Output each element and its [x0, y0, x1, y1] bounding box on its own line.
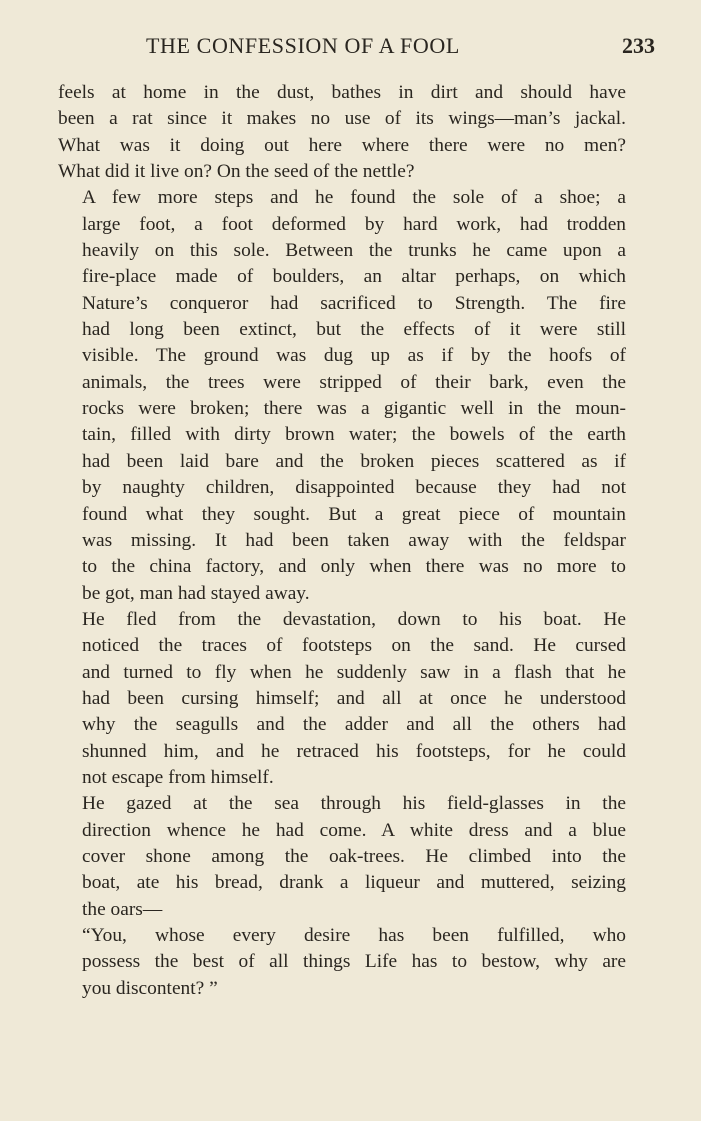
paragraph — [58, 185, 626, 607]
text-line: “You, whose every desire has been fulfilled, who — [82, 925, 626, 946]
text-line: heavily on this sole. Between the trunks he came upon a — [82, 240, 626, 262]
text-line: What did it live on? On the seed of the nettle? — [58, 161, 415, 183]
text-line: visible. The ground was dug up as if by the hoofs of — [82, 345, 626, 367]
text-line: you discontent? ” — [82, 977, 218, 999]
text-line: shunned him, and he retraced his footsteps, for he could — [82, 740, 626, 762]
text-line: possess the best of all things Life has to bestow, why are — [82, 951, 626, 973]
text-line: He gazed at the sea through his field-glasses in the — [82, 793, 626, 815]
text-line: He fled from the devastation, down to his boat. He — [82, 608, 626, 630]
text-line: cover shone among the oak-trees. He climbed into the — [82, 845, 626, 867]
text-line: noticed the traces of footsteps on the sand. He cursed — [82, 635, 626, 657]
text-line: Nature’s conqueror had sacrificed to Strength. The fire — [82, 292, 626, 314]
paragraph — [58, 923, 626, 1002]
text-line: boat, ate his bread, drank a liqueur and muttered, seizing — [82, 872, 626, 894]
text-line: was missing. It had been taken away with the feldspar — [82, 529, 626, 551]
paragraph — [58, 791, 626, 923]
text-line: found what they sought. But a great piece of mountain — [82, 503, 626, 525]
text-line: had been cursing himself; and all at once he understood — [82, 687, 626, 709]
text-line: large foot, a foot deformed by hard work, had trodden — [82, 213, 626, 235]
text-line: not escape from himself. — [82, 766, 274, 788]
text-line: be got, man had stayed away. — [82, 582, 310, 604]
text-line: been a rat since it makes no use of its wings—man’s jackal. — [58, 108, 626, 130]
paragraph — [58, 607, 626, 791]
text-line: fire-place made of boulders, an altar perhaps, on which — [82, 266, 626, 288]
text-line: had been laid bare and the broken pieces scattered as if — [82, 450, 626, 472]
text-line: had long been extinct, but the effects of it were still — [82, 319, 626, 341]
running-title: THE CONFESSION OF A FOOL — [146, 33, 460, 58]
text-line: the oars— — [82, 898, 163, 920]
text-line: by naughty children, disappointed because they had not — [82, 477, 626, 499]
text-line: why the seagulls and the adder and all the others had — [82, 714, 626, 736]
text-line: rocks were broken; there was a gigantic well in the moun- — [82, 398, 626, 420]
paragraph — [58, 80, 626, 185]
text-line: What was it doing out here where there were no men? — [58, 134, 626, 156]
text-line: tain, filled with dirty brown water; the bowels of the earth — [82, 424, 626, 446]
text-line: direction whence he had come. A white dress and a blue — [82, 819, 626, 841]
text-line: animals, the trees were stripped of their bark, even the — [82, 371, 626, 393]
text-line: and turned to fly when he suddenly saw in a flash that he — [82, 661, 626, 683]
page-header — [58, 30, 655, 62]
text-line: to the china factory, and only when there was no more to — [82, 556, 626, 578]
text-line: A few more steps and he found the sole of a shoe; a — [82, 187, 626, 209]
body-text — [58, 80, 626, 1002]
text-line: feels at home in the dust, bathes in dirt and should have — [58, 82, 626, 103]
page-number: 233 — [622, 33, 655, 58]
